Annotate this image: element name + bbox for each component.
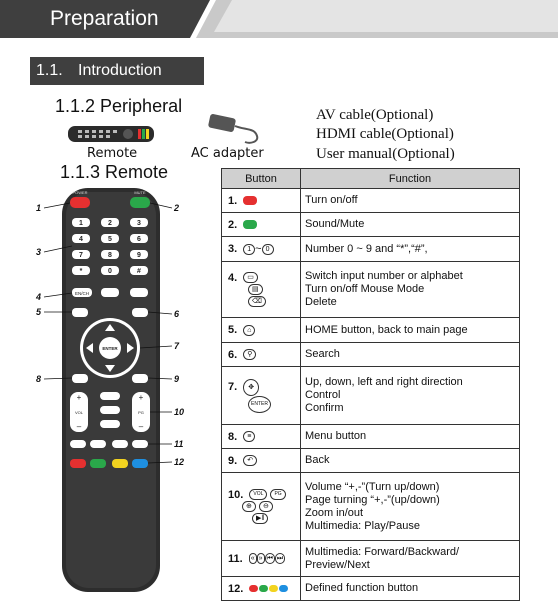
- key-0: 0: [108, 268, 112, 275]
- table-row: [222, 213, 520, 237]
- key-1: 1: [79, 220, 83, 227]
- callout-4: 4: [36, 292, 42, 302]
- function-text: Search: [305, 348, 340, 360]
- callout-12: 12: [174, 457, 185, 467]
- function-text: HOME button, back to main page: [305, 323, 468, 336]
- enter-key: ENTER: [102, 346, 118, 351]
- number-0-icon: 0: [262, 244, 274, 255]
- function-text: Page turning “+,-”(up/down): [305, 493, 440, 506]
- table-row: [222, 577, 520, 601]
- svg-text:–: –: [138, 422, 144, 431]
- power-icon: [243, 196, 257, 205]
- key-hash: #: [137, 268, 141, 275]
- table-row: [222, 237, 520, 262]
- key-3: 3: [137, 220, 141, 227]
- row-number: 10.: [228, 488, 244, 501]
- row-number: 5.: [228, 324, 238, 336]
- next-icon: ⏭: [276, 555, 284, 563]
- function-text: Back: [305, 454, 330, 466]
- callout-9: 9: [174, 374, 180, 384]
- function-text: Control: [305, 389, 341, 401]
- table-row: [222, 318, 520, 343]
- row-number: 1.: [228, 194, 238, 207]
- key-6: 6: [137, 236, 141, 243]
- optional-item: User manual(Optional): [316, 146, 455, 162]
- function-text: Menu button: [305, 430, 367, 442]
- adapter-caption: AC adapter: [191, 146, 264, 161]
- mute-icon: [243, 220, 257, 229]
- green-key-icon: [259, 585, 268, 592]
- red-key-icon: [249, 585, 258, 592]
- en-ch-key: EN/CH: [74, 291, 90, 296]
- row-number: 6.: [228, 348, 238, 361]
- svg-text:–: –: [76, 422, 82, 431]
- row-number: 3.: [228, 243, 238, 255]
- yellow-key-icon: [269, 585, 278, 592]
- optional-item: AV cable(Optional): [316, 107, 434, 123]
- callout-3: 3: [36, 247, 42, 257]
- power-key-label: POWER: [72, 190, 88, 195]
- column-header-function: Function: [301, 169, 520, 189]
- previous-icon: ⏮: [266, 555, 273, 563]
- mute-key-label: MUTE: [134, 190, 146, 195]
- callout-1: 1: [36, 203, 42, 213]
- optional-item: HDMI cable(Optional): [316, 126, 454, 142]
- rewind-icon: «: [250, 555, 255, 563]
- delete-icon: ⌫: [248, 296, 266, 307]
- table-row: [222, 367, 520, 425]
- page-title: Preparation: [50, 7, 159, 30]
- table-row: [222, 541, 520, 577]
- remote-caption: Remote: [87, 146, 138, 161]
- button-function-table: [221, 168, 520, 601]
- row-number: 7.: [228, 380, 238, 393]
- function-text: Volume “+,-”(Turn up/down): [305, 480, 440, 493]
- input-switch-icon: ▭: [243, 272, 258, 283]
- function-text: Turn on/off: [305, 194, 358, 206]
- section-number: 1.1.: [36, 62, 63, 79]
- mouse-mode-icon: ▤: [248, 284, 263, 295]
- table-row: [222, 473, 520, 541]
- function-text: Up, down, left and right direction: [305, 376, 463, 388]
- zoom-out-icon: ⊖: [259, 501, 273, 512]
- key-9: 9: [137, 252, 141, 259]
- callout-5: 5: [36, 307, 42, 317]
- function-text: Switch input number or alphabet: [305, 270, 463, 282]
- callout-6: 6: [174, 309, 180, 319]
- remote-heading: 1.1.3 Remote: [60, 162, 169, 182]
- blue-key-icon: [279, 585, 288, 592]
- page-rocker-icon: PG: [270, 489, 285, 500]
- callout-11: 11: [174, 439, 184, 449]
- function-text: Multimedia: Play/Pause: [305, 519, 420, 532]
- ac-adapter-image: [205, 112, 265, 146]
- row-number: 9.: [228, 454, 238, 467]
- section-title: Introduction: [78, 62, 162, 79]
- vol-key: VOL: [74, 410, 84, 415]
- key-5: 5: [108, 236, 112, 243]
- home-icon: ⌂: [243, 325, 255, 336]
- key-2: 2: [108, 220, 112, 227]
- enter-icon: ENTER: [248, 396, 271, 413]
- key-4: 4: [79, 236, 83, 243]
- remote-thumbnail-image: [68, 122, 154, 146]
- row-number: 8.: [228, 430, 238, 443]
- menu-icon: ≡: [243, 431, 255, 442]
- column-header-button: Button: [222, 169, 301, 189]
- number-1-icon: 1: [243, 244, 255, 255]
- function-text: Number 0 ~ 9 and “*”,“#”,: [305, 242, 428, 255]
- pg-key: PG: [138, 410, 144, 415]
- table-row: [222, 343, 520, 367]
- key-star: *: [79, 268, 83, 275]
- function-text: Confirm: [305, 402, 344, 414]
- function-text: Preview/Next: [305, 558, 370, 571]
- volume-rocker-icon: VOL: [249, 489, 267, 500]
- callout-10: 10: [174, 407, 185, 417]
- function-text: Turn on/off Mouse Mode: [305, 283, 425, 295]
- table-row: [222, 425, 520, 449]
- back-icon: ↶: [243, 455, 257, 466]
- svg-text:+: +: [138, 393, 144, 402]
- table-row: [222, 262, 520, 318]
- zoom-in-icon: ⊕: [242, 501, 256, 512]
- function-text: Delete: [305, 296, 337, 308]
- peripheral-heading: 1.1.2 Peripheral: [55, 96, 183, 116]
- remote-illustration: [0, 186, 200, 594]
- play-pause-icon: ▶‖: [252, 513, 268, 524]
- key-8: 8: [108, 252, 112, 259]
- search-icon: ⚲: [243, 349, 256, 360]
- row-number: 11.: [228, 552, 243, 565]
- function-text: Sound/Mute: [305, 218, 365, 230]
- callout-7: 7: [174, 341, 180, 351]
- key-7: 7: [79, 252, 83, 259]
- function-text: Zoom in/out: [305, 506, 364, 519]
- function-text: Defined function button: [305, 582, 419, 594]
- table-row: [222, 449, 520, 473]
- row-number: 4.: [228, 271, 238, 284]
- fast-forward-icon: »: [258, 555, 263, 563]
- svg-text:+: +: [76, 393, 82, 402]
- callout-2: 2: [174, 203, 180, 213]
- table-row: [222, 189, 520, 213]
- function-text: Multimedia: Forward/Backward/: [305, 545, 460, 558]
- row-number: 2.: [228, 218, 238, 231]
- dpad-icon: ✥: [243, 379, 259, 396]
- row-number: 12.: [228, 582, 244, 595]
- callout-8: 8: [36, 374, 42, 384]
- tilde: ~: [255, 243, 262, 255]
